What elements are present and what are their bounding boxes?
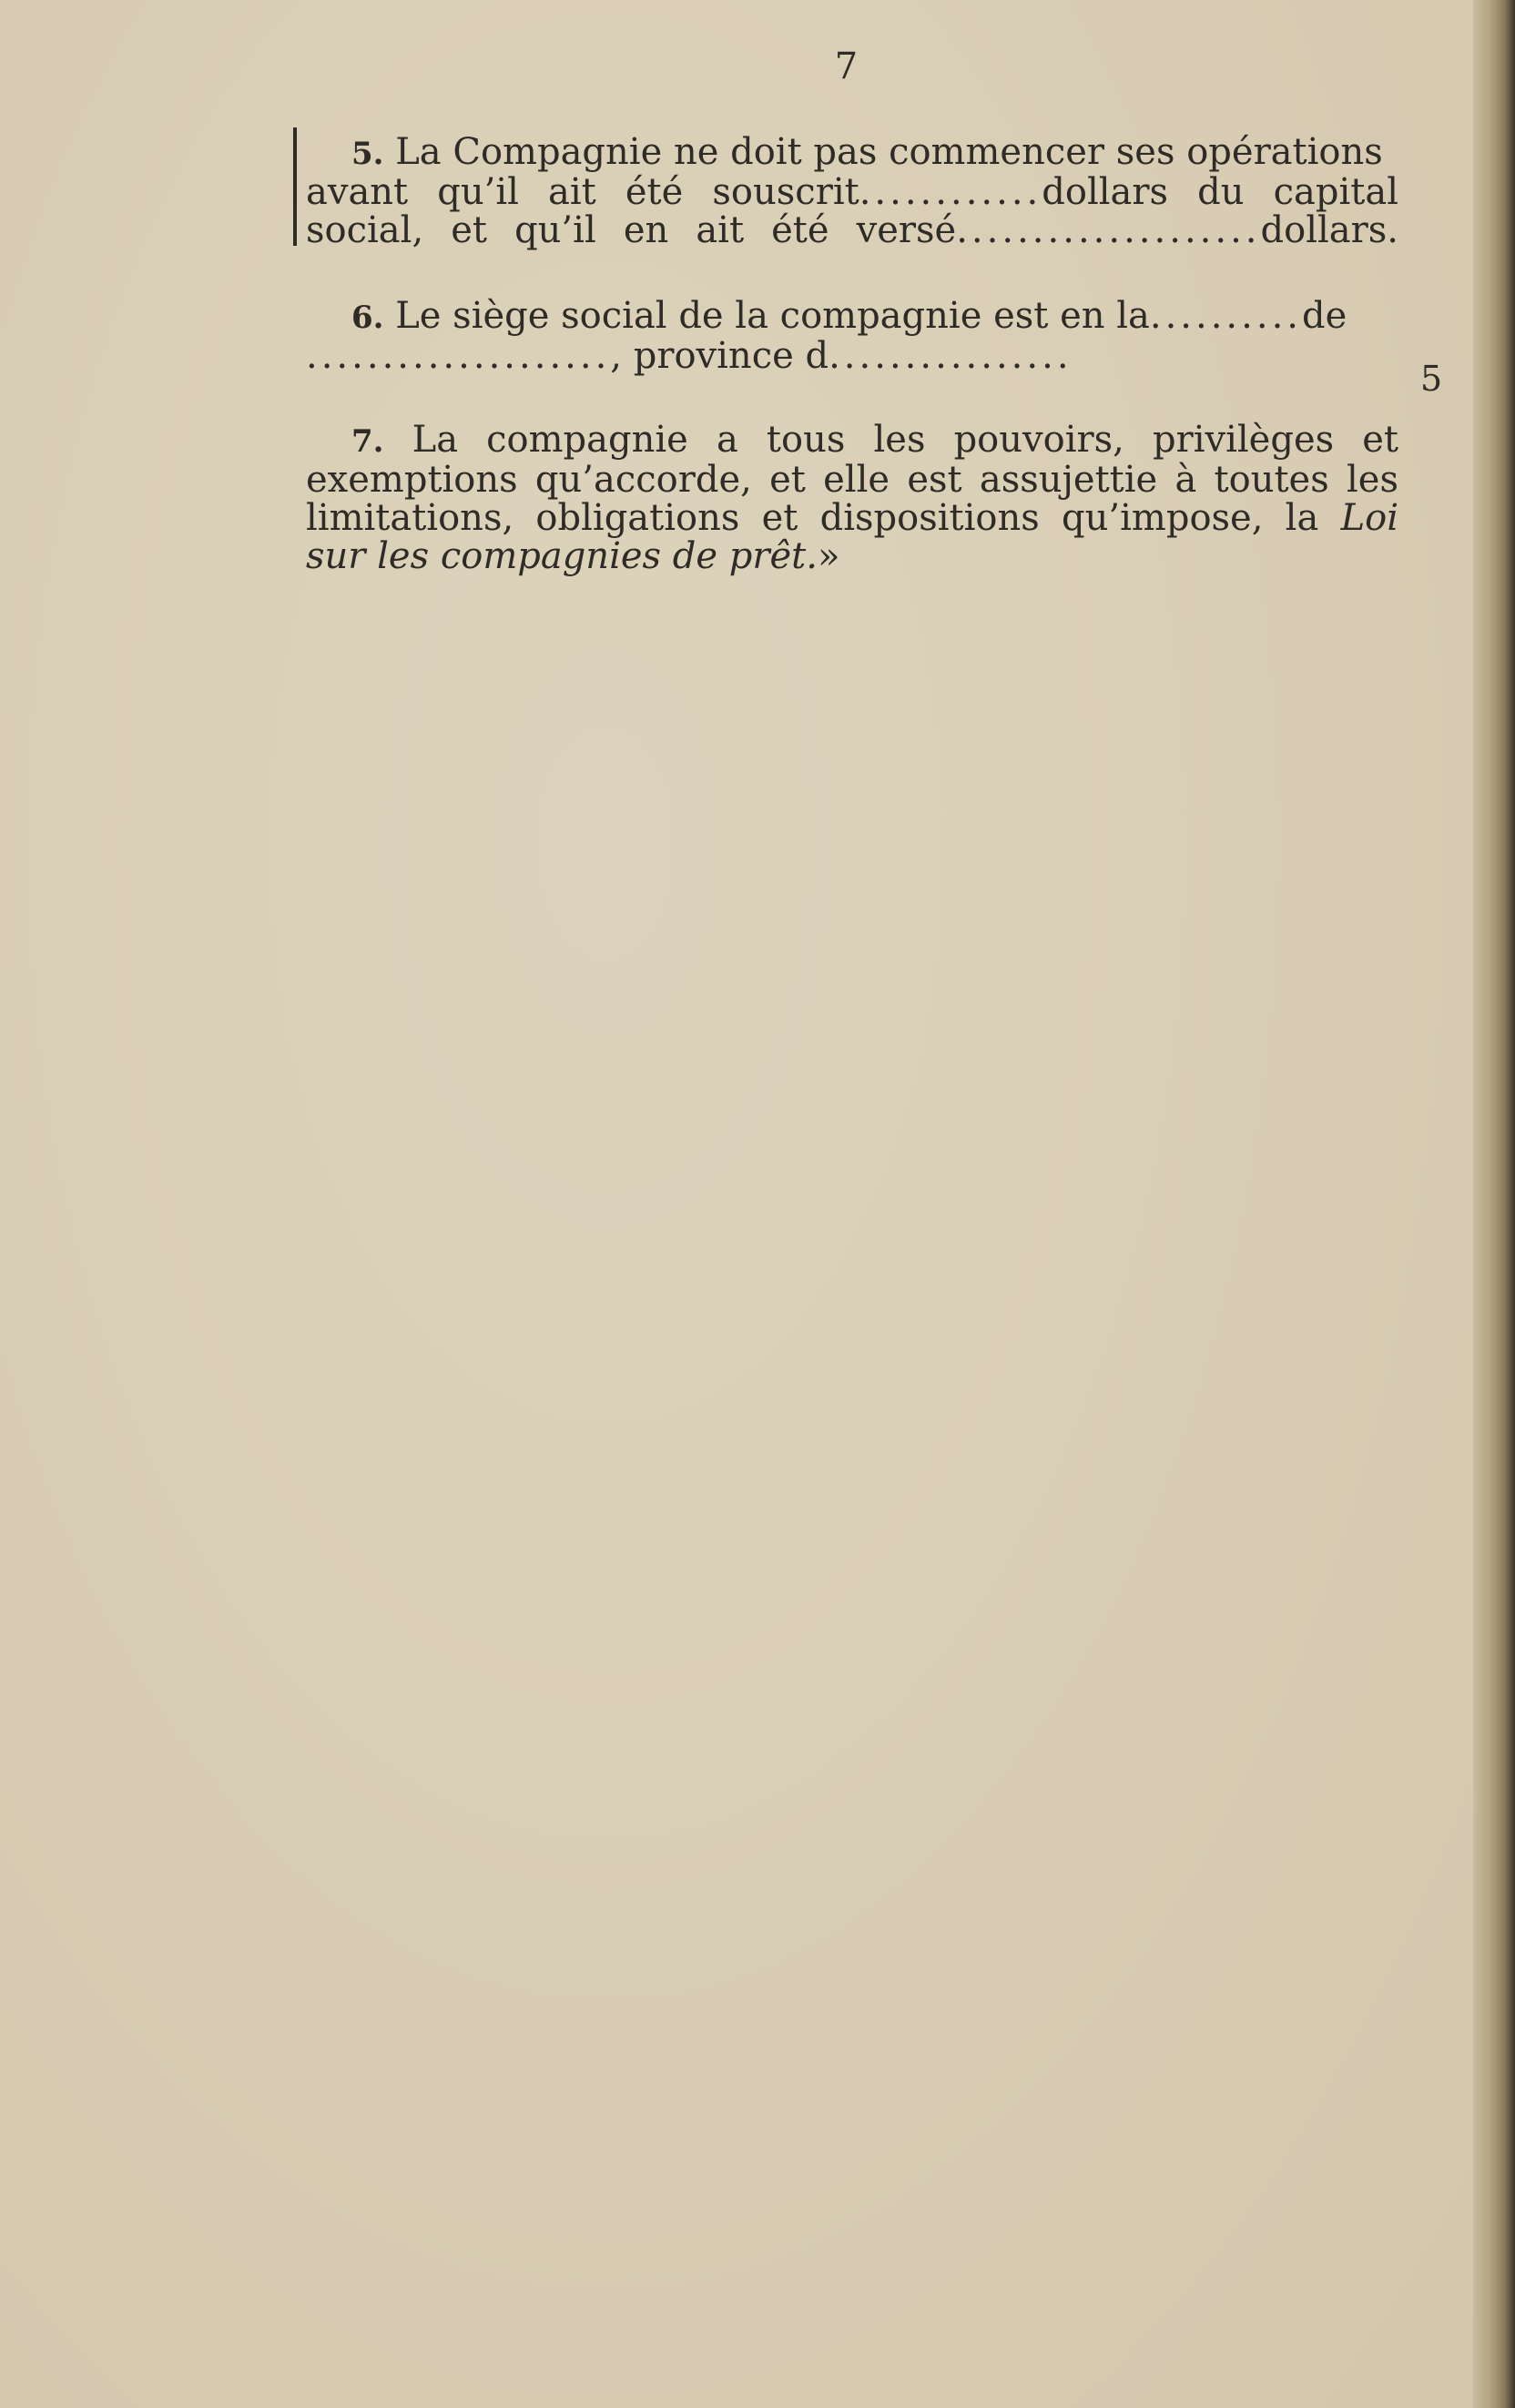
- clause-5-line-1: 5. La Compagnie ne doit pas commencer ses opérations: [351, 131, 1383, 173]
- clause-7-line-3: limitations, obligations et dispositions qu’impose, la Loi: [306, 497, 1399, 539]
- statute-title: Loi: [1340, 497, 1399, 539]
- statute-title: sur les compagnies de prêt.: [306, 535, 818, 577]
- clause-6: [306, 297, 1398, 375]
- clause-5-line-3: social, et qu’il en ait été versé....................dollars.: [306, 209, 1398, 251]
- clause-7-line-4: sur les compagnies de prêt.»: [306, 535, 840, 577]
- page-number: 7: [834, 46, 859, 87]
- blank-dots: ....................: [956, 209, 1261, 251]
- clause-5: [306, 133, 1398, 249]
- clause-number: 7.: [351, 423, 384, 460]
- clause-7-line-1: 7. La compagnie a tous les pouvoirs, privilèges et: [351, 419, 1399, 461]
- clause-7: [306, 421, 1398, 575]
- amendment-margin-bar: [293, 127, 297, 246]
- blank-dots: ................: [829, 335, 1073, 377]
- clause-5-line-2: avant qu’il ait été souscrit............dollars du capital: [306, 171, 1398, 213]
- clause-number: 6.: [351, 300, 384, 336]
- blank-dots: ............: [859, 171, 1042, 213]
- clause-7-line-2: exemptions qu’accorde, et elle est assujettie à toutes les: [306, 459, 1398, 501]
- page-binding-edge: [1473, 0, 1515, 2408]
- blank-dots: ....................: [306, 335, 611, 377]
- clause-6-line-1: 6. Le siège social de la compagnie est en la..........de: [351, 295, 1347, 337]
- margin-line-number: 5: [1420, 359, 1443, 399]
- clause-6-line-2: ...................., province d................: [306, 335, 1073, 377]
- blank-dots: ..........: [1149, 295, 1303, 337]
- clause-number: 5.: [351, 136, 384, 172]
